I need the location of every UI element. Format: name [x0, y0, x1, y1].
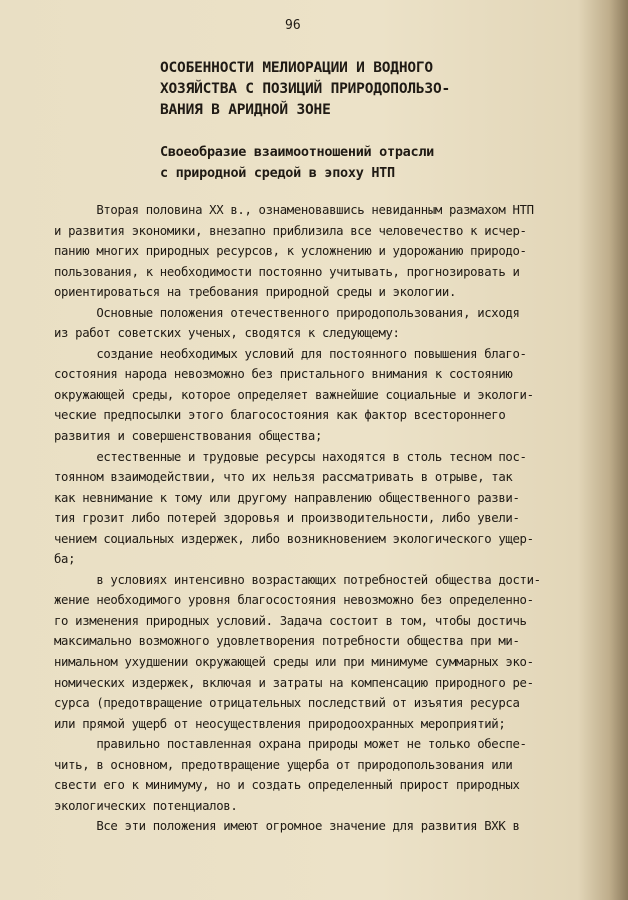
text-line: ба;: [54, 552, 76, 567]
text-line: чить, в основном, предотвращение ущерба от природопользования или: [54, 757, 513, 772]
text-line: свести его к минимуму, но и создать определенный прирост природных: [54, 778, 520, 793]
text-line: и развития экономики, внезапно приблизила все человечество к исчер-: [54, 223, 527, 238]
text-line: в условиях интенсивно возрастающих потребностей общества дости-: [54, 572, 541, 587]
text-line: экологических потенциалов.: [54, 798, 238, 813]
body-text: [54, 200, 614, 837]
text-line: тоянном взаимодействии, что их нельзя рассматривать в отрыве, так: [54, 470, 513, 485]
text-line: жение необходимого уровня благосостояния невозможно без определенно-: [54, 593, 534, 608]
text-line: развития и совершенствования общества;: [54, 429, 323, 444]
text-line: го изменения природных условий. Задача состоит в том, чтобы достичь: [54, 613, 527, 628]
text-line: из работ советских ученых, сводятся к следующему:: [54, 326, 400, 341]
text-line: нимальном ухудшении окружающей среды или при минимуме суммарных эко-: [54, 655, 534, 670]
text-line: панию многих природных ресурсов, к усложнению и удорожанию природо-: [54, 244, 527, 259]
title-line: ХОЗЯЙСТВА С ПОЗИЦИЙ ПРИРОДОПОЛЬЗО-: [160, 81, 451, 97]
text-line: правильно поставленная охрана природы может не только обеспе-: [54, 737, 527, 752]
text-line: или прямой ущерб от неосуществления природоохранных мероприятий;: [54, 716, 506, 731]
title-line: ВАНИЯ В АРИДНОЙ ЗОНЕ: [160, 102, 331, 118]
text-line: Все эти положения имеют огромное значение для развития ВХК в: [54, 819, 520, 834]
text-line: создание необходимых условий для постоянного повышения благо-: [54, 346, 527, 361]
text-line: естественные и трудовые ресурсы находятся в столь тесном пос-: [54, 449, 527, 464]
text-line: пользования, к необходимости постоянно учитывать, прогнозировать и: [54, 264, 520, 279]
title-line: ОСОБЕННОСТИ МЕЛИОРАЦИИ И ВОДНОГО: [160, 60, 433, 76]
text-line: Вторая половина XX в., ознаменовавшись невиданным размахом НТП: [54, 203, 534, 217]
text-line: сурса (предотвращение отрицательных последствий от изъятия ресурса: [54, 696, 520, 711]
text-line: ориентироваться на требования природной среды и экологии.: [54, 285, 457, 300]
chapter-title: [160, 58, 450, 121]
section-subtitle: [160, 142, 434, 184]
text-line: Основные положения отечественного природопользования, исходя: [54, 305, 520, 320]
text-line: номических издержек, включая и затраты на компенсацию природного ре-: [54, 675, 534, 690]
text-line: чением социальных издержек, либо возникновением экологического ущер-: [54, 531, 534, 546]
text-line: ческие предпосылки этого благосостояния как фактор всестороннего: [54, 408, 506, 423]
text-line: максимально возможного удовлетворения потребности общества при ми-: [54, 634, 520, 649]
text-line: состояния народа невозможно без пристального внимания к состоянию: [54, 367, 513, 382]
text-line: как невнимание к тому или другому направлению общественного разви-: [54, 490, 520, 505]
subtitle-line: Своеобразие взаимоотношений отрасли: [160, 144, 434, 160]
page-number: 96: [285, 18, 301, 33]
text-line: тия грозит либо потерей здоровья и производительности, либо увели-: [54, 511, 520, 526]
text-line: окружающей среды, которое определяет важнейшие социальные и экологи-: [54, 387, 534, 402]
subtitle-line: с природной средой в эпоху НТП: [160, 165, 395, 181]
